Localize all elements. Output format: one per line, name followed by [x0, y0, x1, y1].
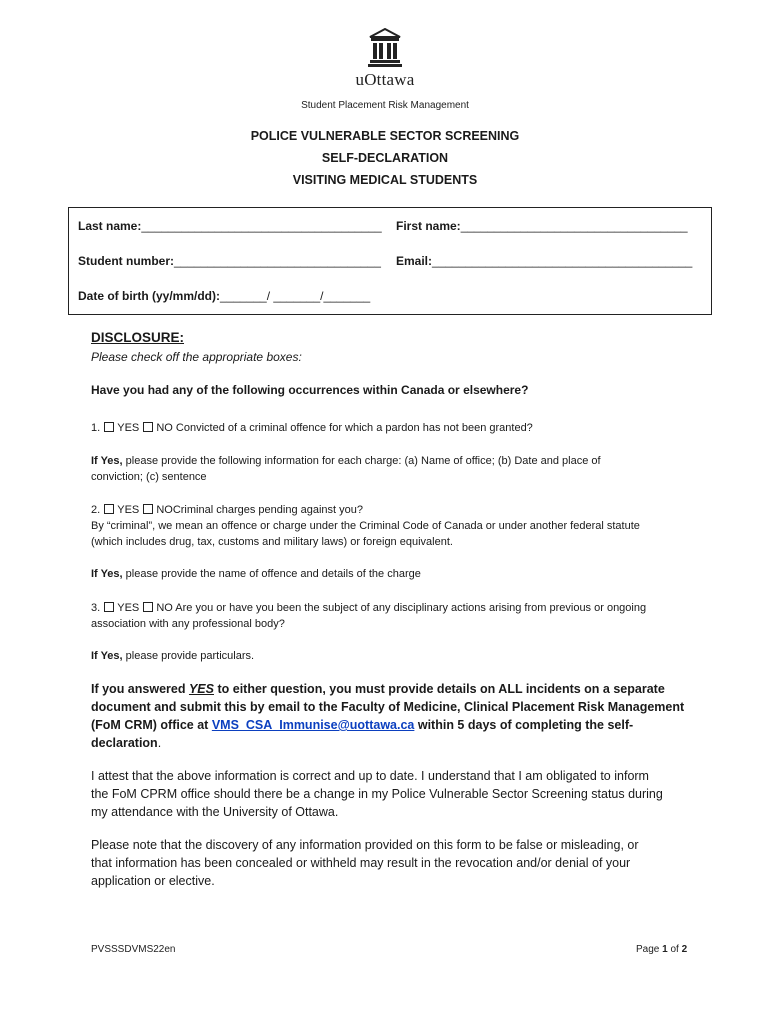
fom-crm-email-link[interactable]: VMS_CSA_Immunise@uottawa.ca	[211, 718, 415, 732]
q2-yes-checkbox[interactable]	[104, 504, 114, 514]
question-2: 2. YES NOCriminal charges pending against you?	[91, 504, 363, 516]
submission-notice: If you answered YES to either question, you must provide details on ALL incidents on a separate document and submit this by email to the Faculty of Medicine, Clinical Placement Risk Management (FoM CRM) office at VMS_CSA_Immunise@uottawa.ca within 5 days of completing the self- declaration.	[91, 682, 685, 750]
q3-no-checkbox[interactable]	[143, 602, 153, 612]
disclosure-heading: DISCLOSURE:	[91, 330, 185, 345]
q3-text-continued: association with any professional body?	[91, 618, 285, 630]
disclosure-instructions: Please check off the appropriate boxes:	[91, 350, 302, 364]
email-field[interactable]: Email:_______________________________________	[396, 254, 693, 268]
q3-yes-checkbox[interactable]	[104, 602, 114, 612]
q3-follow-up: If Yes, please provide particulars.	[91, 650, 255, 662]
title-line-1: POLICE VULNERABLE SECTOR SCREENING	[250, 129, 520, 143]
form-code: PVSSSDVMS22en	[91, 944, 176, 955]
q1-yes-checkbox[interactable]	[104, 422, 114, 432]
brand-name: uOttawa	[355, 70, 415, 89]
dob-label: Date of birth (yy/mm/dd):	[78, 289, 221, 303]
student-number-field[interactable]: Student number:_______________________________	[78, 254, 381, 268]
title-line-3: VISITING MEDICAL STUDENTS	[292, 173, 478, 187]
student-number-label: Student number:	[78, 254, 174, 268]
q2-no-checkbox[interactable]	[143, 504, 153, 514]
first-name-field[interactable]: First name:__________________________________	[396, 219, 688, 233]
q1-text: Convicted of a criminal offence for which a pardon has not been granted?	[175, 422, 533, 434]
occurrences-question: Have you had any of the following occurrences within Canada or elsewhere?	[91, 383, 529, 397]
student-info-box	[68, 207, 712, 315]
last-name-label: Last name:	[78, 219, 142, 233]
q1-follow-up: If Yes, please provide the following information for each charge: (a) Name of office; (b) Date and place of conviction; (c) sentence	[91, 455, 601, 483]
question-3: 3. YES NO Are you or have you been the subject of any disciplinary actions arising from previous or ongoing	[91, 602, 647, 614]
logo	[0, 28, 770, 90]
page-number: Page 1 of 2	[636, 944, 688, 955]
false-information-warning: Please note that the discovery of any information provided on this form to be false or misleading, or that information has been concealed or withheld may result in the revocation and/or denial of your application or elective.	[91, 838, 639, 888]
q3-text: Are you or have you been the subject of any disciplinary actions arising from previous or ongoing	[175, 602, 647, 614]
title-line-2: SELF-DECLARATION	[321, 151, 449, 165]
first-name-label: First name:	[396, 219, 461, 233]
question-1: 1. YES NO Convicted of a criminal offence for which a pardon has not been granted?	[91, 422, 533, 434]
q1-no-checkbox[interactable]	[143, 422, 153, 432]
q2-text: Criminal charges pending against you?	[172, 504, 363, 516]
criminal-definition: By “criminal”, we mean an offence or charge under the Criminal Code of Canada or under another federal statute (which includes drug, tax, customs and military laws) or foreign equivalent.	[91, 520, 640, 548]
department-name: Student Placement Risk Management	[301, 100, 469, 111]
last-name-field[interactable]: Last name:____________________________________	[78, 219, 382, 233]
university-building-icon	[368, 28, 402, 68]
q2-follow-up: If Yes, please provide the name of offence and details of the charge	[91, 568, 421, 580]
date-of-birth-field[interactable]: Date of birth (yy/mm/dd):_______/ _______/_______	[78, 289, 371, 303]
attestation-paragraph: I attest that the above information is correct and up to date. I understand that I am obligated to inform the FoM CPRM office should there be a change in my Police Vulnerable Sector Screening status during my attendance with the University of Ottawa.	[91, 769, 663, 819]
email-label: Email:	[396, 254, 433, 268]
